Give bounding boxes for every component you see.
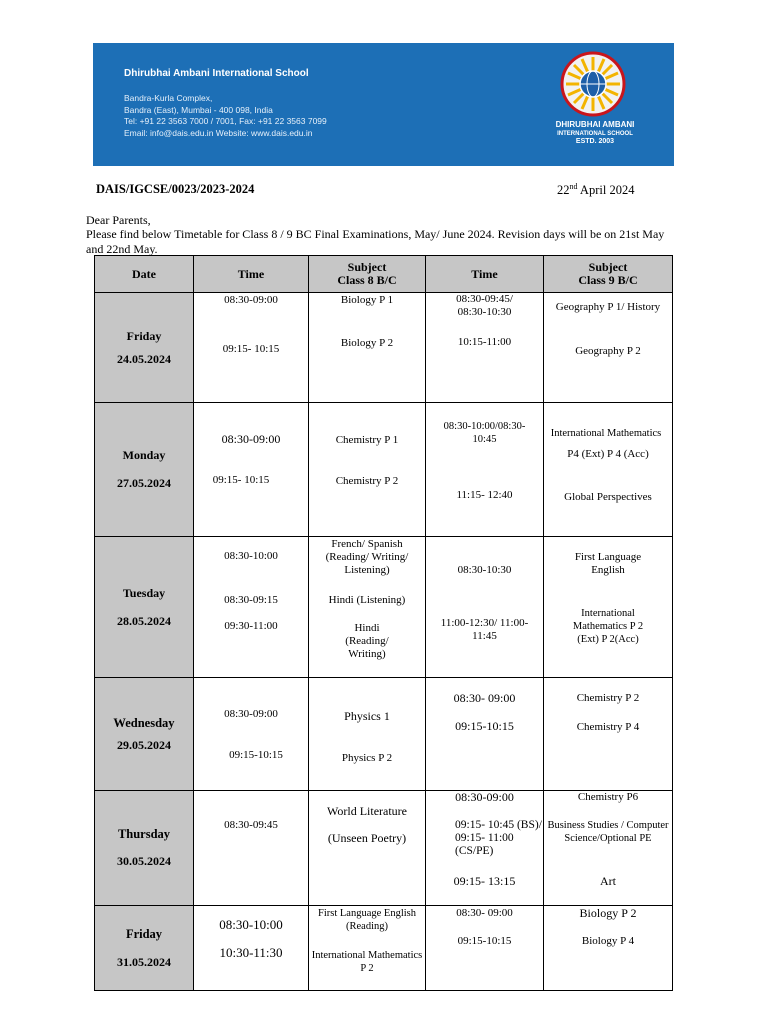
time-9-cell: 08:30- 09:00 09:15-10:15: [426, 906, 544, 991]
table-row: [95, 906, 673, 991]
date-cell: Monday 27.05.2024: [95, 403, 194, 537]
date-cell: Wednesday 29.05.2024: [95, 678, 194, 791]
time-8-cell: 08:30-09:00 09:15-10:15: [194, 678, 309, 791]
date-cell: Thursday 30.05.2024: [95, 791, 194, 906]
address-line: Tel: +91 22 3563 7000 / 7001, Fax: +91 22 3563 7099: [124, 116, 327, 126]
table-row: [95, 678, 673, 791]
school-address: [124, 93, 327, 139]
time-8-cell: 08:30-10:00 08:30-09:15 09:30-11:00: [194, 537, 309, 678]
time-8-cell: 08:30-09:00 09:15- 10:15: [194, 293, 309, 403]
subject-8-cell: World Literature (Unseen Poetry): [309, 791, 426, 906]
subject-9-cell: Chemistry P 2 Chemistry P 4: [544, 678, 673, 791]
subject-8-cell: First Language English (Reading) International Mathematics P 2: [309, 906, 426, 991]
school-logo-icon: [560, 51, 626, 117]
time-9-cell: 08:30-10:00/08:30- 10:45 11:15- 12:40: [426, 403, 544, 537]
time-9-cell: 08:30- 09:00 09:15-10:15: [426, 678, 544, 791]
address-line: Email: info@dais.edu.in Website: www.dais.edu.in: [124, 127, 313, 138]
subject-8-cell: Biology P 1 Biology P 2: [309, 293, 426, 403]
time-9-cell: 08:30-09:00 09:15- 10:45 (BS)/ 09:15- 11:00 (CS/PE) 09:15- 13:15: [426, 791, 544, 906]
reference-number: DAIS/IGCSE/0023/2023-2024: [96, 182, 255, 196]
header-date: Date: [95, 256, 194, 293]
time-9-cell: 08:30-09:45/ 08:30-10:30 10:15-11:00: [426, 293, 544, 403]
subject-9-cell: International Mathematics P4 (Ext) P 4 (Acc) Global Perspectives: [544, 403, 673, 537]
table-row: [95, 293, 673, 403]
address-line: Bandra (East), Mumbai - 400 098, India: [124, 104, 273, 115]
exam-timetable: [94, 255, 673, 991]
logo-caption: [545, 121, 645, 147]
header-subject-8: Subject Class 8 B/C: [309, 256, 426, 293]
time-8-cell: 08:30-09:00 09:15- 10:15: [194, 403, 309, 537]
time-8-cell: 08:30-10:00 10:30-11:30: [194, 906, 309, 991]
table-row: [95, 537, 673, 678]
subject-8-cell: French/ Spanish (Reading/ Writing/ Listening) Hindi (Listening) Hindi (Reading/ Writing): [309, 537, 426, 678]
intro-paragraph: Please find below Timetable for Class 8 / 9 BC Final Examinations, May/ June 2024. Revision days will be on 21st May and 22nd May.: [86, 227, 665, 256]
date-day: 22: [557, 183, 570, 198]
date-cell: Tuesday 28.05.2024: [95, 537, 194, 678]
subject-9-cell: First Language English International Mathematics P 2 (Ext) P 2(Acc): [544, 537, 673, 678]
table-row: [95, 403, 673, 537]
subject-9-cell: Chemistry P6 Business Studies / Computer Science/Optional PE Art: [544, 791, 673, 906]
salutation: Dear Parents,: [86, 213, 151, 227]
subject-8-cell: Chemistry P 1 Chemistry P 2: [309, 403, 426, 537]
date-cell: Friday 31.05.2024: [95, 906, 194, 991]
letterhead-banner: [93, 43, 674, 166]
school-name: Dhirubhai Ambani International School: [124, 68, 309, 79]
address-line: Bandra-Kurla Complex,: [124, 93, 213, 103]
subject-9-cell: Geography P 1/ History Geography P 2: [544, 293, 673, 403]
logo-line: ESTD. 2003: [575, 138, 615, 145]
table-header-row: [95, 256, 673, 293]
table-row: [95, 791, 673, 906]
logo-line: DHIRUBHAI AMBANI: [555, 120, 635, 129]
header-time-9: Time: [426, 256, 544, 293]
subject-8-cell: Physics 1 Physics P 2: [309, 678, 426, 791]
time-8-cell: 08:30-09:45: [194, 791, 309, 906]
logo-line: INTERNATIONAL SCHOOL: [557, 130, 633, 137]
header-time-8: Time: [194, 256, 309, 293]
date-rest: April 2024: [577, 183, 635, 198]
date-cell: Friday 24.05.2024: [95, 293, 194, 403]
header-subject-9: Subject Class 9 B/C: [544, 256, 673, 293]
subject-9-cell: Biology P 2 Biology P 4: [544, 906, 673, 991]
time-9-cell: 08:30-10:30 11:00-12:30/ 11:00- 11:45: [426, 537, 544, 678]
letter-date: [557, 182, 634, 198]
date-suffix: nd: [569, 182, 578, 191]
